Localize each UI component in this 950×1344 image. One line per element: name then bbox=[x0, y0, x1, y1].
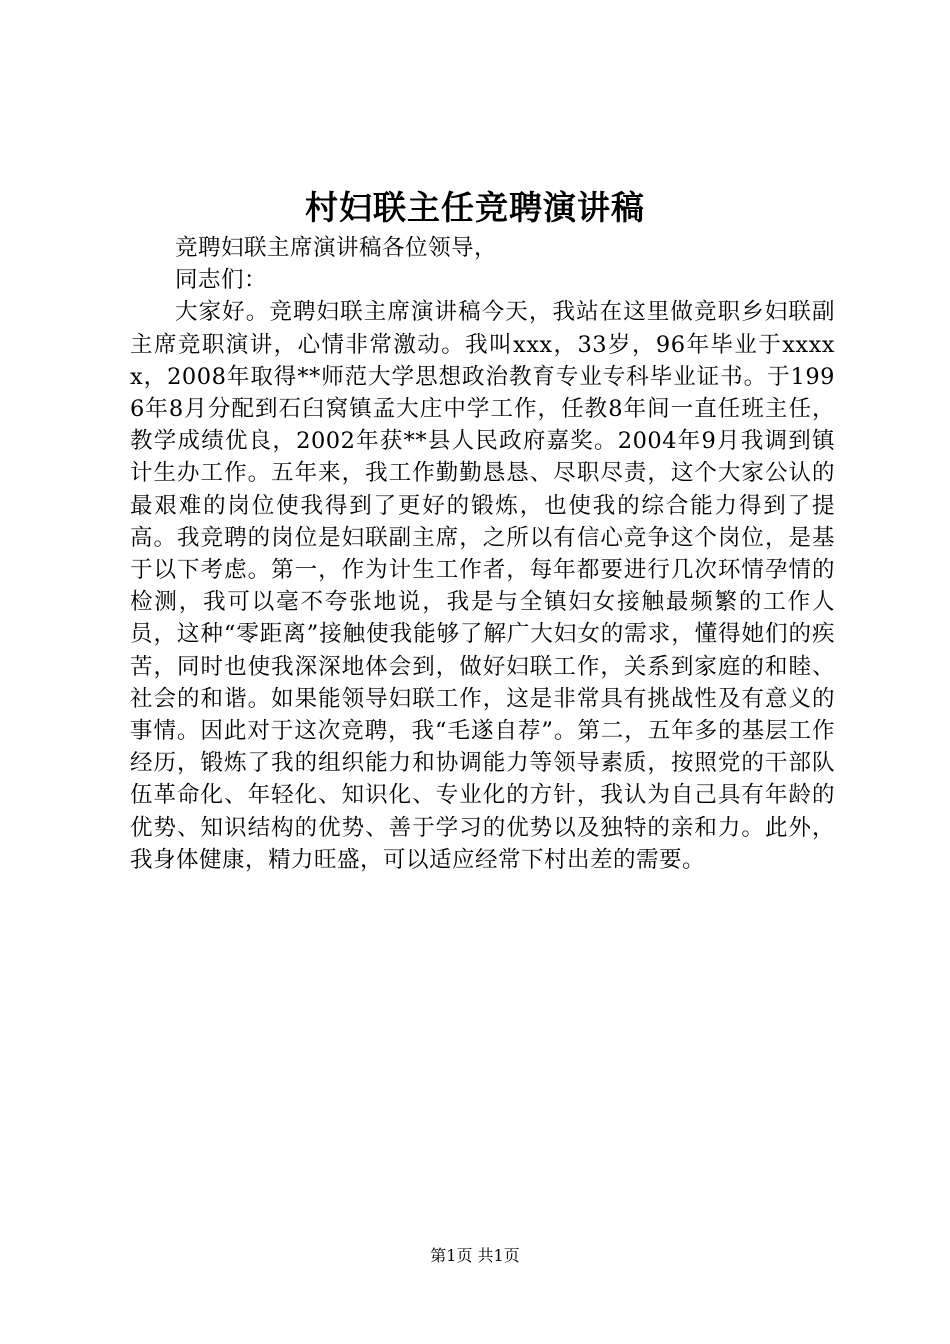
document-title: 村妇联主任竞聘演讲稿 bbox=[305, 188, 645, 227]
salutation-line-2: 同志们： bbox=[175, 267, 268, 294]
salutation-line: 竞聘妇联主席演讲稿各位领导， bbox=[175, 235, 498, 261]
page-footer: 第1页 共1页 bbox=[430, 1246, 520, 1265]
document-body bbox=[130, 232, 835, 876]
speech-paragraph: 大家好。竞聘妇联主席演讲稿今天，我站在这里做竞职乡妇联副主席竞职演讲，心情非常激动。我叫xxx，33岁，96年毕业于xxxxx，2008年取得**师范大学思想政治教育专业专科毕业证书。于1996年8月分配到石臼窝镇孟大庄中学工作，任教8年间一直任班主任，教学成绩优良，2002年获**县人民政府嘉奖。2004年9月我调到镇计生办工作。五年来，我工作勤勤恳恳、尽职尽责，这个大家公认的最艰难的岗位使我得到了更好的锻炼，也使我的综合能力得到了提高。我竞聘的岗位是妇联副主席，之所以有信心竞争这个岗位，是基于以下考虑。第一，作为计生工作者，每年都要进行几次环情孕情的检测，我可以毫不夸张地说，我是与全镇妇女接触最频繁的工作人员，这种“零距离”接触使我能够了解广大妇女的需求，懂得她们的疾苦，同时也使我深深地体会到，做好妇联工作，关系到家庭的和睦、社会的和谐。如果能领导妇联工作，这是非常具有挑战性及有意义的事情。因此对于这次竞聘，我“毛遂自荐”。第二，五年多的基层工作经历，锻炼了我的组织能力和协调能力等领导素质，按照党的干部队伍革命化、年轻化、知识化、专业化的方针，我认为自己具有年龄的优势、知识结构的优势、善于学习的优势以及独特的亲和力。此外，我身体健康，精力旺盛，可以适应经常下村出差的需要。 bbox=[130, 299, 835, 873]
